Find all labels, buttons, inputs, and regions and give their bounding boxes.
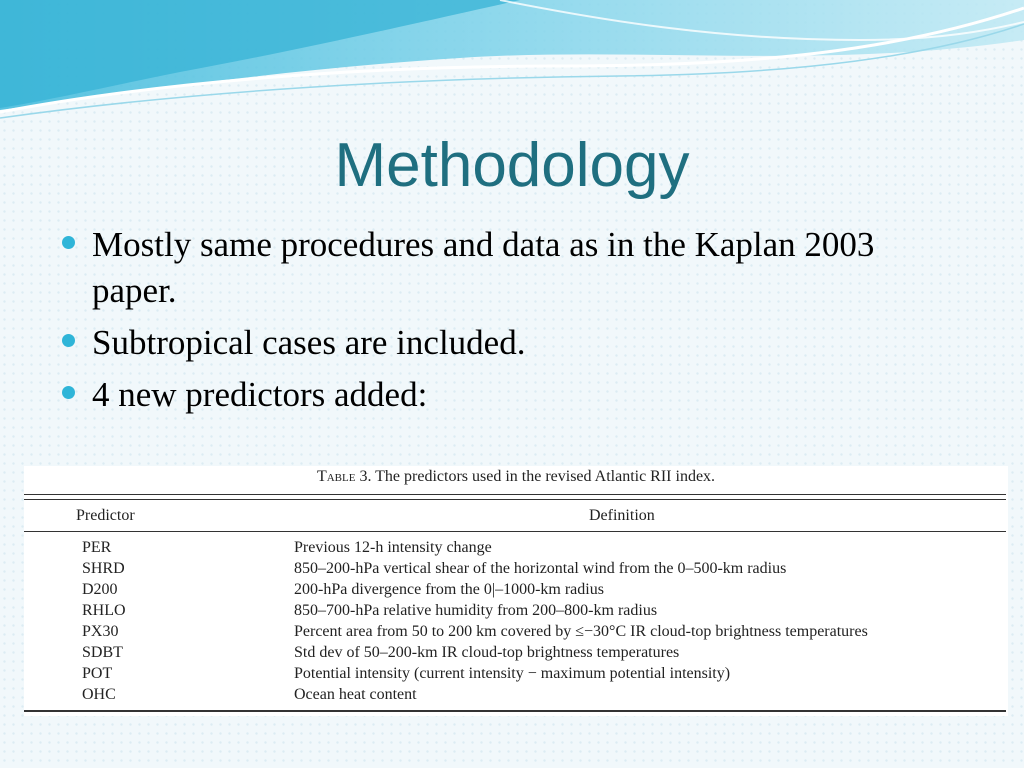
bullet-dot-icon <box>62 386 75 399</box>
table-top-rule-2 <box>24 499 1006 500</box>
table-bottom-rule <box>24 710 1006 712</box>
definition-cell: 850–700-hPa relative humidity from 200–800-km radius <box>294 602 658 619</box>
definition-cell: Percent area from 50 to 200 km covered by ≤−30°C IR cloud-top brightness temperatures <box>294 623 868 640</box>
bullet-dot-icon <box>62 236 75 249</box>
predictor-cell: PX30 <box>82 623 119 640</box>
definition-cell: Previous 12-h intensity change <box>294 539 492 556</box>
bullet-item <box>60 320 960 366</box>
predictor-cell: SDBT <box>82 644 123 661</box>
table-row <box>24 665 1008 686</box>
table-row <box>24 539 1008 560</box>
definition-cell: 200-hPa divergence from the 0|–1000-km radius <box>294 581 604 598</box>
decorative-wave-header <box>0 0 1024 130</box>
table-row <box>24 560 1008 581</box>
definition-cell: Ocean heat content <box>294 686 417 703</box>
definition-cell: Potential intensity (current intensity − maximum potential intensity) <box>294 665 731 682</box>
bullet-text: 4 new predictors added: <box>92 375 428 414</box>
bullet-item <box>60 372 960 418</box>
predictor-cell: OHC <box>82 686 116 703</box>
slide-title: Methodology <box>334 131 690 200</box>
bullet-item <box>60 222 960 314</box>
predictor-cell: RHLO <box>82 602 126 619</box>
table-caption-label: Table <box>316 468 356 485</box>
table-row <box>24 623 1008 644</box>
bullet-list <box>60 222 960 424</box>
predictor-cell: PER <box>82 539 112 556</box>
column-header-definition: Definition <box>589 507 655 524</box>
bullet-text: Mostly same procedures and data as in the Kaplan 2003 paper. <box>92 225 875 310</box>
table-row <box>24 581 1008 602</box>
table-header-rule <box>24 531 1006 532</box>
predictor-cell: POT <box>82 665 113 682</box>
table-caption <box>24 468 1008 486</box>
predictor-cell: SHRD <box>82 560 125 577</box>
predictor-table <box>24 466 1008 716</box>
table-row <box>24 644 1008 665</box>
table-top-rule <box>24 494 1006 495</box>
table-caption-text: 3. The predictors used in the revised Atlantic RII index. <box>355 468 716 485</box>
bullet-dot-icon <box>62 334 75 347</box>
predictor-cell: D200 <box>82 581 118 598</box>
table-row <box>24 686 1008 707</box>
definition-cell: 850–200-hPa vertical shear of the horizontal wind from the 0–500-km radius <box>294 560 787 577</box>
definition-cell: Std dev of 50–200-km IR cloud-top brightness temperatures <box>294 644 680 661</box>
table-row <box>24 602 1008 623</box>
column-header-predictor: Predictor <box>76 507 135 524</box>
bullet-text: Subtropical cases are included. <box>92 323 526 362</box>
